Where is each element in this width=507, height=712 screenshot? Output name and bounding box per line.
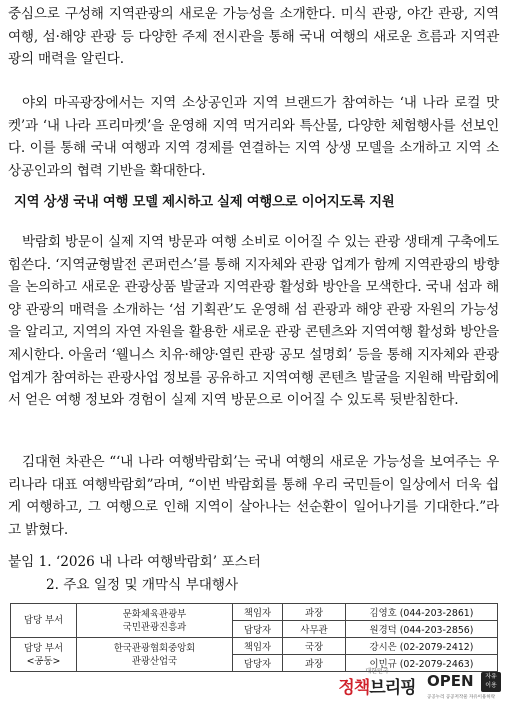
- person-cell: 원경덕 (044-203-2856): [346, 621, 498, 638]
- kogl-free-use-badge: 자유 이용: [481, 672, 501, 692]
- role-cell: 책임자: [233, 638, 283, 655]
- policy-briefing-logo: [337, 668, 417, 708]
- section-heading: [14, 191, 499, 210]
- dept-label-cell: 담당 부서: [11, 604, 77, 638]
- title-cell: 과장: [283, 604, 346, 621]
- paragraph-vice-minister-quote: 김대현 차관은 “‘내 나라 여행박람회’는 국내 여행의 새로운 가능성을 보여주는 우리나라 대표 여행박람회”라며, “이번 박람회를 통해 우리 국민들이 일상에서 더욱 쉽게 여행하고, 그 여행으로 인해 지역이 살아나는 선순환이 일어나기를 기대한다.”라고 밝혔다.: [8, 454, 499, 538]
- paragraph-local-market: 야외 마곡광장에서는 지역 소상공인과 지역 브랜드가 참여하는 ‘내 나라 로컬 맛켓’과 ‘내 나라 프리마켓’을 운영해 지역 먹거리와 특산물, 다양한 체험행사를 선보인다. 이를 통해 국내 여행과 지역 경제를 연결하는 지역 상생 모델을 소개하고 지역 소상공인과의 협력 기반을 확대한다.: [8, 95, 499, 179]
- kogl-caption: 공공누리 공공저작물 자유이용허락: [427, 695, 496, 700]
- role-cell: 책임자: [233, 604, 283, 621]
- contact-table: [10, 603, 498, 672]
- brand-small-text: 대한민국: [365, 668, 389, 675]
- table-row: [11, 604, 498, 621]
- dept-label-cell: 담당 부서 <공동>: [11, 638, 77, 672]
- person-cell: 강시은 (02-2079-2412): [346, 638, 498, 655]
- title-cell: 사무관: [283, 621, 346, 638]
- paragraph-exhibition-intro: 중심으로 구성해 지역관광의 새로운 가능성을 소개한다. 미식 관광, 야간 관광, 지역여행, 섬·해양 관광 등 다양한 주제 전시관을 통해 국내 여행의 새로운 흐름과 지역관광의 매력을 알린다.: [8, 6, 499, 68]
- kogl-open-text: OPEN: [427, 672, 474, 690]
- person-cell: 이민규 (02-2079-2463): [346, 655, 498, 672]
- title-cell: 국장: [283, 638, 346, 655]
- organization-cell: 한국관광협회중앙회 관광산업국: [77, 638, 233, 672]
- role-cell: 담당자: [233, 655, 283, 672]
- title-cell: 과장: [283, 655, 346, 672]
- role-cell: 담당자: [233, 621, 283, 638]
- table-row: [11, 638, 498, 655]
- paragraph-tourism-ecosystem: 박람회 방문이 실제 지역 방문과 여행 소비로 이어질 수 있는 관광 생태계 구축에도 힘쓴다. ‘지역균형발전 콘퍼런스’를 통해 지자체와 관광 업계가 함께 지역관광의 방향을 논의하고 새로운 관광상품 발굴과 지역관광 활성화 방안을 모색한다. 국내 섬과 해양 관광의 매력을 소개하는 ‘섬 기획관’도 운영해 섬 관광과 해양 관광 자원의 가능성을 알리고, 지역의 자연 자원을 활용한 새로운 관광 콘텐츠와 지역여행 활성화 방안을 제시한다. 아울러 ‘웰니스 치유·해양·열린 관광 공모 설명회’ 등을 통해 지자체와 관광업계가 참여하는 관광사업 정보를 공유하고 지역여행 콘텐츠 발굴을 지원해 박람회에서 얻은 여행 정보와 경험이 실제 지역 방문으로 이어질 수 있도록 뒷받침한다.: [8, 234, 499, 409]
- brand-main-text: 정책브리핑: [338, 678, 416, 698]
- person-cell: 김영호 (044-203-2861): [346, 604, 498, 621]
- heading-text: 지역 상생 국내 여행 모델 제시하고 실제 여행으로 이어지도록 지원: [14, 195, 395, 210]
- organization-cell: 문화체육관광부 국민관광진흥과: [77, 604, 233, 638]
- attachment-line-1: 붙임 1. ‘2026 내 나라 여행박람회’ 포스터: [8, 554, 261, 570]
- attachment-line-2: 2. 주요 일정 및 개막식 부대행사: [46, 577, 239, 593]
- kogl-open-license-logo: [427, 670, 502, 702]
